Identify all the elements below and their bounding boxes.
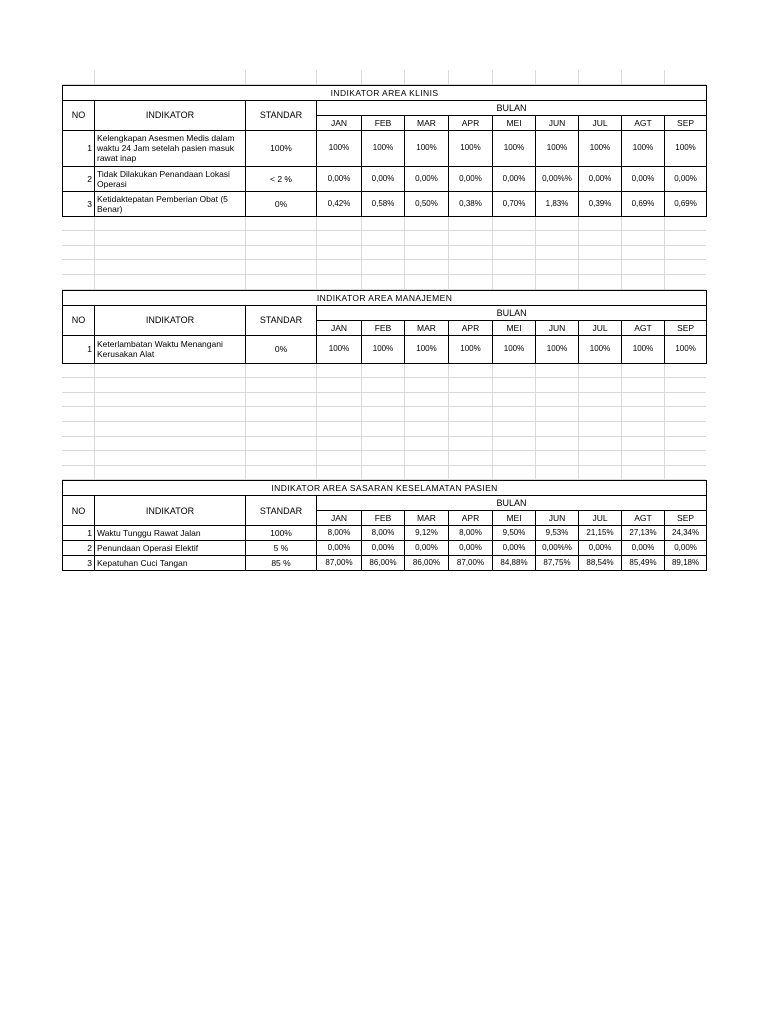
row-number: 3 [63,191,95,216]
month-header: FEB [362,115,405,130]
month-header: SEP [665,320,707,335]
month-value: 84,88% [493,556,536,571]
header-standar: STANDAR [246,305,317,335]
month-value: 100% [362,335,405,363]
standard-value: 0% [246,335,317,363]
month-value: 86,00% [362,556,405,571]
row-number: 1 [63,335,95,363]
month-header: AGT [622,320,665,335]
indicator-name: Penundaan Operasi Elektif [95,541,246,556]
indicator-name: Ketidaktepatan Pemberian Obat (5 Benar) [95,191,246,216]
grid-filler-top [62,70,706,85]
table-row [63,335,707,363]
month-value: 0,39% [579,191,622,216]
month-header: SEP [665,511,707,526]
month-value: 100% [579,130,622,166]
header-no: NO [63,305,95,335]
row-number: 1 [63,130,95,166]
table-row [63,166,707,191]
month-header: JUL [579,115,622,130]
month-value: 100% [665,130,707,166]
header-bulan: BULAN [317,100,707,115]
month-value: 89,18% [665,556,707,571]
month-value: 9,50% [493,526,536,541]
month-value: 87,75% [536,556,579,571]
month-header: MAR [405,511,449,526]
header-standar: STANDAR [246,496,317,526]
month-value: 100% [579,335,622,363]
month-value: 0,00% [665,541,707,556]
table-row [63,526,707,541]
table-area-sasaran-keselamatan-pasien [62,480,707,571]
standard-value: 0% [246,191,317,216]
month-value: 88,54% [579,556,622,571]
month-value: 0,00%% [536,166,579,191]
table-row [63,556,707,571]
standard-value: 100% [246,526,317,541]
month-value: 0,00% [362,166,405,191]
header-no: NO [63,100,95,130]
month-value: 100% [622,335,665,363]
table-row [63,541,707,556]
standard-value: < 2 % [246,166,317,191]
grid-filler [62,364,706,481]
month-value: 100% [362,130,405,166]
header-no: NO [63,496,95,526]
month-value: 100% [493,130,536,166]
month-value: 0,00% [317,166,362,191]
header-indikator: INDIKATOR [95,100,246,130]
table-area-klinis [62,85,707,217]
month-header: FEB [362,511,405,526]
month-value: 0,00% [449,166,493,191]
month-value: 100% [665,335,707,363]
month-header: AGT [622,511,665,526]
month-value: 0,70% [493,191,536,216]
month-value: 0,00% [449,541,493,556]
month-value: 0,00% [405,541,449,556]
month-value: 24,34% [665,526,707,541]
month-value: 0,00%% [536,541,579,556]
row-number: 2 [63,166,95,191]
month-value: 0,00% [622,166,665,191]
month-value: 100% [536,130,579,166]
indicator-name: Tidak Dilakukan Penandaan Lokasi Operasi [95,166,246,191]
section-title: INDIKATOR AREA MANAJEMEN [63,290,707,305]
standard-value: 5 % [246,541,317,556]
table-row [63,130,707,166]
row-number: 3 [63,556,95,571]
month-value: 100% [317,130,362,166]
standard-value: 85 % [246,556,317,571]
month-value: 100% [622,130,665,166]
month-value: 27,13% [622,526,665,541]
month-value: 0,00% [405,166,449,191]
month-value: 0,69% [622,191,665,216]
month-header: JAN [317,115,362,130]
month-value: 100% [449,335,493,363]
month-value: 0,00% [579,541,622,556]
month-value: 21,15% [579,526,622,541]
month-header: JUN [536,320,579,335]
month-header: APR [449,115,493,130]
month-header: JUN [536,511,579,526]
header-bulan: BULAN [317,496,707,511]
month-value: 100% [536,335,579,363]
month-header: MAR [405,320,449,335]
month-header: JAN [317,511,362,526]
indicator-name: Keterlambatan Waktu Menangani Kerusakan Alat [95,335,246,363]
month-header: MEI [493,511,536,526]
header-standar: STANDAR [246,100,317,130]
spreadsheet-page [62,70,706,571]
month-header: JUL [579,511,622,526]
section-title: INDIKATOR AREA SASARAN KESELAMATAN PASIEN [63,481,707,496]
month-value: 0,00% [665,166,707,191]
month-value: 1,83% [536,191,579,216]
month-value: 9,12% [405,526,449,541]
header-indikator: INDIKATOR [95,305,246,335]
grid-filler [62,217,706,290]
month-header: MEI [493,320,536,335]
month-value: 8,00% [449,526,493,541]
month-value: 0,38% [449,191,493,216]
indicator-name: Waktu Tunggu Rawat Jalan [95,526,246,541]
month-header: AGT [622,115,665,130]
indicator-name: Kelengkapan Asesmen Medis dalam waktu 24 Jam setelah pasien masuk rawat inap [95,130,246,166]
month-header: MEI [493,115,536,130]
month-header: JUN [536,115,579,130]
header-bulan: BULAN [317,305,707,320]
month-header: JUL [579,320,622,335]
month-value: 0,00% [362,541,405,556]
month-value: 0,69% [665,191,707,216]
month-header: FEB [362,320,405,335]
month-value: 0,00% [579,166,622,191]
month-header: APR [449,320,493,335]
indicator-name: Kepatuhan Cuci Tangan [95,556,246,571]
month-value: 0,58% [362,191,405,216]
month-value: 87,00% [449,556,493,571]
month-header: APR [449,511,493,526]
month-value: 9,53% [536,526,579,541]
month-value: 100% [493,335,536,363]
month-value: 0,00% [493,166,536,191]
month-value: 0,00% [493,541,536,556]
month-value: 100% [405,335,449,363]
month-header: SEP [665,115,707,130]
month-header: MAR [405,115,449,130]
month-value: 100% [317,335,362,363]
month-value: 0,42% [317,191,362,216]
section-title: INDIKATOR AREA KLINIS [63,85,707,100]
month-value: 8,00% [317,526,362,541]
row-number: 1 [63,526,95,541]
standard-value: 100% [246,130,317,166]
month-value: 100% [405,130,449,166]
table-area-manajemen [62,290,707,364]
header-indikator: INDIKATOR [95,496,246,526]
month-value: 8,00% [362,526,405,541]
month-header: JAN [317,320,362,335]
month-value: 0,50% [405,191,449,216]
month-value: 0,00% [622,541,665,556]
month-value: 0,00% [317,541,362,556]
month-value: 100% [449,130,493,166]
month-value: 86,00% [405,556,449,571]
row-number: 2 [63,541,95,556]
table-row [63,191,707,216]
month-value: 85,49% [622,556,665,571]
month-value: 87,00% [317,556,362,571]
